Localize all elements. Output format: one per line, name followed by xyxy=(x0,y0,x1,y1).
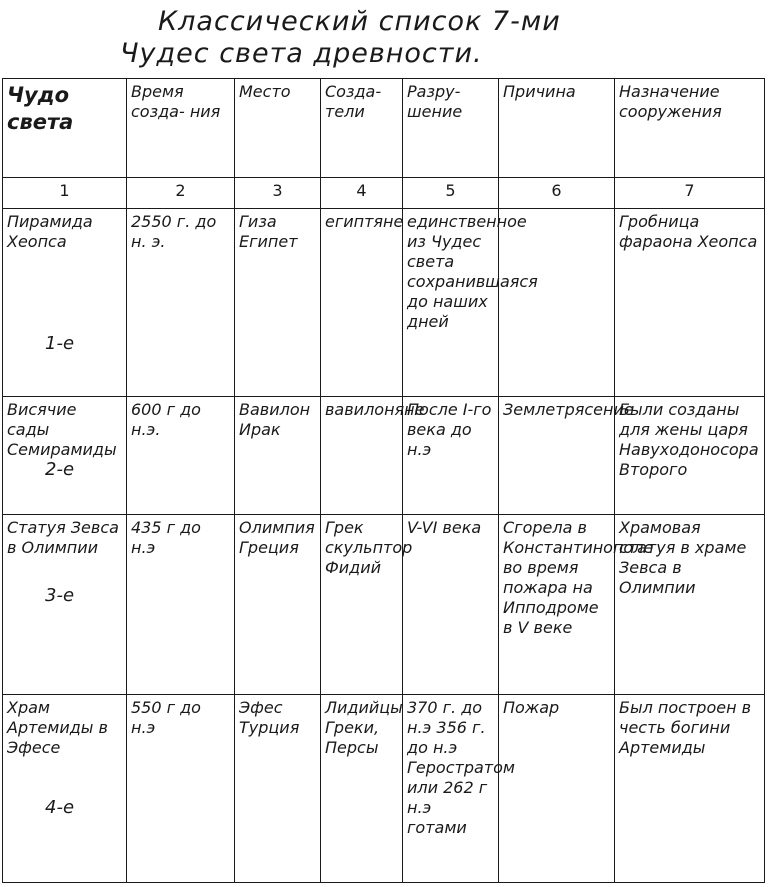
wonder-name-cell xyxy=(3,208,127,396)
table-row xyxy=(3,208,765,396)
purpose-cell: Был построен в честь богини Артемиды xyxy=(615,694,765,882)
wonder-name: Статуя Зевса в Олимпии xyxy=(7,518,119,557)
header-place: Место xyxy=(235,79,321,178)
header-wonder: Чудо света xyxy=(3,79,127,178)
column-number: 7 xyxy=(615,177,765,208)
time-cell: 2550 г. до н. э. xyxy=(127,208,235,396)
table-row xyxy=(3,515,765,695)
creators-cell: египтяне xyxy=(321,208,403,396)
title-line-2: Чудес света древности. xyxy=(120,38,483,69)
time-cell: 550 г до н.э xyxy=(127,694,235,882)
cause-cell: Землетрясение xyxy=(499,396,615,514)
column-number: 3 xyxy=(235,177,321,208)
document-title xyxy=(120,6,640,70)
column-number: 5 xyxy=(403,177,499,208)
table-row xyxy=(3,396,765,514)
title-line-1: Классический список 7-ми xyxy=(158,6,561,37)
purpose-cell: Храмовая статуя в храме Зевса в Олимпии xyxy=(615,515,765,695)
destruction-cell: V-VI века xyxy=(403,515,499,695)
wonder-ordinal: 4-е xyxy=(45,796,75,818)
time-cell: 600 г до н.э. xyxy=(127,396,235,514)
place-cell: Гиза Египет xyxy=(235,208,321,396)
column-number: 4 xyxy=(321,177,403,208)
creators-cell: вавилоняне xyxy=(321,396,403,514)
purpose-cell: Гробница фараона Хеопса xyxy=(615,208,765,396)
header-time: Время созда- ния xyxy=(127,79,235,178)
wonder-name-cell xyxy=(3,396,127,514)
header-creators: Созда- тели xyxy=(321,79,403,178)
table-row xyxy=(3,694,765,882)
destruction-cell: единственное из Чудес света сохранившаяся до наших дней xyxy=(403,208,499,396)
place-cell: Олимпия Греция xyxy=(235,515,321,695)
header-destruction: Разру- шение xyxy=(403,79,499,178)
wonder-ordinal: 2-е xyxy=(45,458,75,480)
wonders-table xyxy=(2,78,765,883)
place-cell: Эфес Турция xyxy=(235,694,321,882)
destruction-cell: После I-го века до н.э xyxy=(403,396,499,514)
wonder-name: Храм Артемиды в Эфесе xyxy=(7,697,108,757)
purpose-cell: Были созданы для жены царя Навуходоносора Второго xyxy=(615,396,765,514)
column-number: 2 xyxy=(127,177,235,208)
time-cell: 435 г до н.э xyxy=(127,515,235,695)
cause-cell xyxy=(499,208,615,396)
cause-cell: Сгорела в Константинополе во время пожара на Ипподроме в V веке xyxy=(499,515,615,695)
destruction-cell: 370 г. до н.э 356 г. до н.э Геростратом или 262 г н.э готами xyxy=(403,694,499,882)
header-purpose: Назначение сооружения xyxy=(615,79,765,178)
wonder-ordinal: 3-е xyxy=(45,585,75,606)
column-number: 1 xyxy=(3,177,127,208)
creators-cell: Лидийцы Греки, Персы xyxy=(321,694,403,882)
cause-cell: Пожар xyxy=(499,694,615,882)
place-cell: Вавилон Ирак xyxy=(235,396,321,514)
header-row xyxy=(3,79,765,178)
column-number-row xyxy=(3,177,765,208)
wonder-ordinal: 1-е xyxy=(45,332,75,354)
wonder-name: Висячие сады Семирамиды xyxy=(7,399,117,459)
wonder-name-cell xyxy=(3,694,127,882)
creators-cell: Грек скульптор Фидий xyxy=(321,515,403,695)
column-number: 6 xyxy=(499,177,615,208)
header-cause: Причина xyxy=(499,79,615,178)
wonder-name: Пирамида Хеопса xyxy=(7,211,93,251)
wonder-name-cell xyxy=(3,515,127,695)
